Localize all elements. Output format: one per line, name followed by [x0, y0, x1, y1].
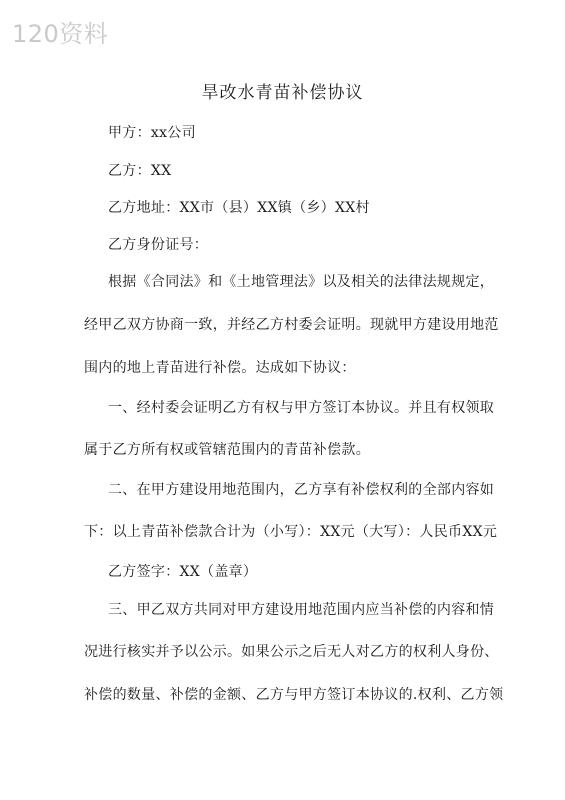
paragraph-1-line-1: 根据《合同法》和《土地管理法》以及相关的法律法规规定，: [108, 274, 495, 290]
clause-3-line-3: 补偿的数量、补偿的金额、乙方与甲方签订本协议的.权利、乙方领: [84, 687, 504, 703]
document-title: 旱改水青苗补偿协议: [201, 83, 364, 103]
party-a-line: 甲方：xx公司: [108, 125, 196, 141]
clause-3-line-2: 况进行核实并予以公示。如果公示之后无人对乙方的权利人身份、: [84, 644, 499, 660]
paragraph-1-line-2: 经甲乙双方协商一致，并经乙方村委会证明。现就甲方建设用地范: [84, 317, 499, 333]
party-b-id-line: 乙方身份证号：: [108, 237, 209, 253]
paragraph-1-line-3: 围内的地上青苗进行补偿。达成如下协议：: [84, 360, 356, 376]
watermark-logo: 120资料: [12, 20, 109, 48]
clause-3-line-1: 三、甲乙双方共同对甲方建设用地范围内应当补偿的内容和情: [108, 602, 495, 618]
party-b-line: 乙方：XX: [108, 163, 172, 179]
clause-2-line-1: 二、在甲方建设用地范围内，乙方享有补偿权利的全部内容如: [108, 482, 495, 498]
clause-2-line-2: 下：以上青苗补偿款合计为（小写）：XX元（大写）：人民币XX元: [84, 524, 498, 540]
clause-1-line-1: 一、经村委会证明乙方有权与甲方签订本协议。并且有权领取: [108, 400, 495, 416]
clause-1-line-2: 属于乙方所有权或管辖范围内的青苗补偿款。: [84, 442, 370, 458]
party-b-signature-line: 乙方签字：XX（盖章）: [108, 564, 258, 580]
party-b-address-line: 乙方地址：XX市（县）XX镇（乡）XX村: [108, 200, 370, 216]
